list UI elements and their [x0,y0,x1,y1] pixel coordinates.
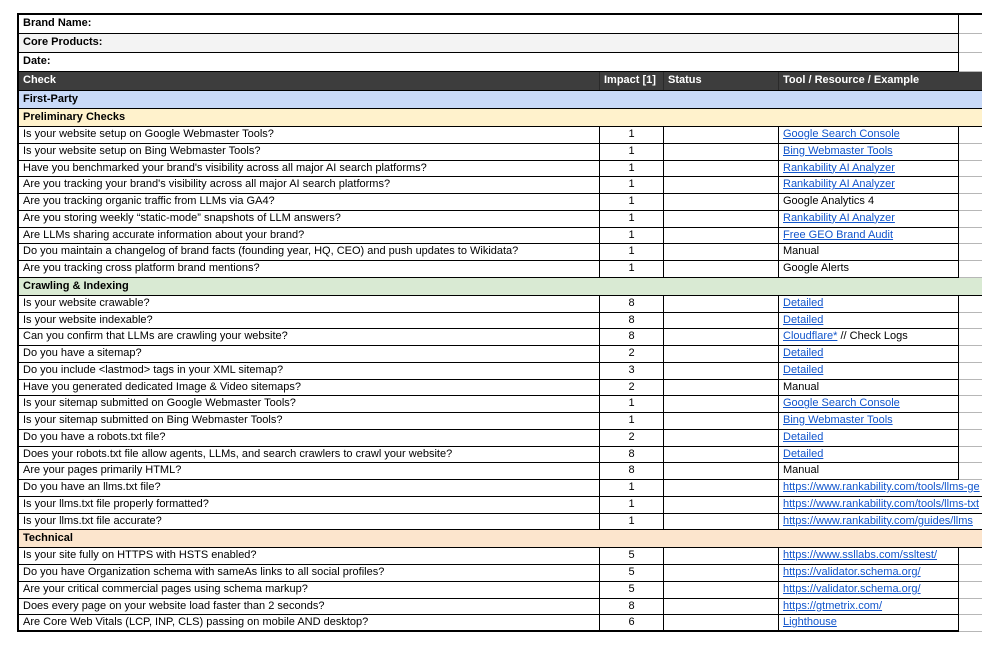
impact-cell: 8 [600,329,664,346]
status-cell[interactable] [664,615,779,632]
check-cell: Does your robots.txt file allow agents, LLMs, and search crawlers to crawl your website? [19,447,600,464]
tool-link[interactable]: https://www.rankability.com/tools/llms-ge [783,481,980,493]
impact-cell: 3 [600,363,664,380]
table-row [19,380,982,397]
status-cell[interactable] [664,177,779,194]
tool-cell [779,346,959,363]
section-title: Technical [23,532,73,545]
tool-cell [779,413,959,430]
tool-text: Google Alerts [783,262,850,274]
section-title: Crawling & Indexing [23,279,129,292]
tool-cell [779,447,959,464]
gridline-spacer [959,329,982,346]
check-cell: Is your sitemap submitted on Bing Webmaster Tools? [19,413,600,430]
table-row [19,144,982,161]
status-cell[interactable] [664,396,779,413]
check-cell: Are Core Web Vitals (LCP, INP, CLS) passing on mobile AND desktop? [19,615,600,632]
tool-cell [779,194,959,211]
status-cell[interactable] [664,480,779,497]
gridline-spacer [959,599,982,616]
table-row [19,244,982,261]
gridline-spacer [959,161,982,178]
table-row [19,127,982,144]
table-row [19,194,982,211]
tool-text: Manual [783,245,820,258]
section-title: First-Party [23,93,79,105]
tool-cell [779,548,959,565]
gridline-spacer [959,313,982,330]
status-cell[interactable] [664,514,779,531]
tool-cell [779,514,982,531]
check-cell: Does every page on your website load faster than 2 seconds? [19,599,600,616]
gridline-spacer [959,34,982,53]
core-products-label: Core Products: [19,34,959,53]
tool-cell [779,144,959,161]
tool-cell [779,497,982,514]
table-row [19,548,982,565]
table-row [19,177,982,194]
tool-link[interactable]: Detailed [783,430,824,443]
tool-link[interactable]: https://validator.schema.org/ [783,566,921,578]
check-cell: Do you maintain a changelog of brand facts (founding year, HQ, CEO) and push updates to Wikidata? [19,244,600,261]
tool-link[interactable]: https://www.ssllabs.com/ssltest/ [783,549,938,562]
tool-cell [779,161,959,178]
gridline-spacer [959,144,982,161]
status-cell[interactable] [664,211,779,228]
gridline-spacer [959,194,982,211]
gridline-spacer [959,228,982,245]
section-header-row [19,278,982,296]
tool-cell [779,363,959,380]
status-cell[interactable] [664,548,779,565]
tool-link[interactable]: Detailed [783,347,824,359]
tool-cell [779,430,959,447]
tool-cell [779,463,959,480]
tool-cell [779,329,959,346]
table-row [19,447,982,464]
tool-link[interactable]: Rankability AI Analyzer [783,211,895,224]
check-cell: Are you tracking your brand's visibility across all major AI search platforms? [19,177,600,194]
checklist-table [17,13,982,632]
tool-cell [779,244,959,261]
date-label: Date: [19,53,959,72]
impact-cell: 2 [600,380,664,397]
tool-cell [779,211,959,228]
gridline-spacer [959,380,982,397]
gridline-spacer [959,296,982,313]
info-row-date [19,53,982,72]
status-cell[interactable] [664,582,779,599]
impact-cell: 8 [600,599,664,616]
tool-cell [779,615,959,632]
status-cell[interactable] [664,329,779,346]
tool-link[interactable]: Detailed [783,363,824,376]
status-cell[interactable] [664,380,779,397]
gridline-spacer [959,447,982,464]
table-row [19,261,982,278]
table-row [19,313,982,330]
gridline-spacer [959,396,982,413]
table-row [19,413,982,430]
tool-cell [779,380,959,397]
check-cell: Do you have an llms.txt file? [19,480,600,497]
impact-cell: 5 [600,565,664,582]
check-cell: Do you have a robots.txt file? [19,430,600,447]
impact-cell: 8 [600,296,664,313]
table-row [19,363,982,380]
impact-cell: 8 [600,447,664,464]
tool-cell [779,261,959,278]
tool-text: Manual [783,464,820,477]
impact-cell: 1 [600,161,664,178]
header-impact: Impact [1] [600,72,664,90]
check-cell: Are you tracking organic traffic from LLMs via GA4? [19,194,600,211]
gridline-spacer [959,413,982,430]
table-body [19,91,982,632]
tool-link[interactable]: Google Search Console [783,128,900,140]
gridline-spacer [959,127,982,144]
table-row [19,480,982,497]
check-cell: Is your website crawable? [19,296,600,313]
tool-cell [779,296,959,313]
impact-cell: 5 [600,548,664,565]
tool-cell [779,396,959,413]
table-header-row [19,72,982,91]
gridline-spacer [959,565,982,582]
gridline-spacer [959,15,982,34]
status-cell[interactable] [664,127,779,144]
impact-cell: 1 [600,194,664,211]
check-cell: Are your pages primarily HTML? [19,463,600,480]
gridline-spacer [959,346,982,363]
impact-cell: 1 [600,480,664,497]
impact-cell: 1 [600,514,664,531]
check-cell: Have you generated dedicated Image & Video sitemaps? [19,380,600,397]
tool-cell [779,228,959,245]
table-row [19,430,982,447]
status-cell[interactable] [664,447,779,464]
impact-cell: 8 [600,313,664,330]
tool-cell [779,582,959,599]
check-cell: Are you storing weekly “static-mode” snapshots of LLM answers? [19,211,600,228]
table-row [19,396,982,413]
status-cell[interactable] [664,313,779,330]
check-cell: Is your website setup on Google Webmaster Tools? [19,127,600,144]
table-row [19,463,982,480]
check-cell: Is your sitemap submitted on Google Webmaster Tools? [19,396,600,413]
gridline-spacer [959,582,982,599]
impact-cell: 1 [600,211,664,228]
tool-link[interactable]: Detailed [783,313,824,326]
tool-link[interactable]: Cloudflare* [783,330,838,343]
status-cell[interactable] [664,144,779,161]
tool-link[interactable]: Rankability AI Analyzer [783,178,895,191]
table-row [19,615,982,632]
tool-link[interactable]: https://validator.schema.org/ [783,582,921,595]
status-cell[interactable] [664,296,779,313]
status-cell[interactable] [664,430,779,447]
impact-cell: 1 [600,396,664,413]
status-cell[interactable] [664,194,779,211]
section-title: Preliminary Checks [23,111,126,123]
impact-cell: 1 [600,413,664,430]
status-cell[interactable] [664,599,779,616]
header-check: Check [19,72,600,90]
impact-cell: 6 [600,615,664,632]
impact-cell: 8 [600,463,664,480]
section-header-row [19,91,982,109]
check-cell: Is your website indexable? [19,313,600,330]
status-cell[interactable] [664,346,779,363]
check-cell: Is your site fully on HTTPS with HSTS enabled? [19,548,600,565]
check-cell: Can you confirm that LLMs are crawling your website? [19,329,600,346]
info-row-core-products [19,34,982,53]
check-cell: Do you have a sitemap? [19,346,600,363]
impact-cell: 1 [600,497,664,514]
impact-cell: 1 [600,144,664,161]
tool-link[interactable]: Detailed [783,447,824,460]
table-row [19,161,982,178]
section-header-row [19,109,982,127]
check-cell: Is your llms.txt file properly formatted? [19,497,600,514]
table-row [19,514,982,531]
tool-link[interactable]: https://gtmetrix.com/ [783,599,883,612]
check-cell: Are LLMs sharing accurate information about your brand? [19,228,600,245]
tool-link[interactable]: Rankability AI Analyzer [783,161,895,174]
gridline-spacer [959,363,982,380]
status-cell[interactable] [664,413,779,430]
tool-cell [779,127,959,144]
check-cell: Are you tracking cross platform brand mentions? [19,261,600,278]
header-tool: Tool / Resource / Example [783,74,920,86]
table-row [19,565,982,582]
table-row [19,329,982,346]
tool-link[interactable]: https://www.rankability.com/tools/llms-txt [783,497,980,510]
status-cell[interactable] [664,463,779,480]
gridline-spacer [959,211,982,228]
tool-cell [779,177,959,194]
gridline-spacer [959,244,982,261]
tool-link[interactable]: Lighthouse [783,616,837,629]
header-status: Status [664,72,779,90]
tool-cell [779,480,982,497]
brand-name-label: Brand Name: [19,15,959,34]
gridline-spacer [959,53,982,72]
tool-cell [779,599,959,616]
tool-text: Google Analytics 4 [783,195,875,207]
tool-link[interactable]: Free GEO Brand Audit [783,228,894,241]
table-row [19,582,982,599]
table-row [19,497,982,514]
tool-link[interactable]: Bing Webmaster Tools [783,144,893,157]
section-header-row [19,530,982,548]
tool-cell [779,565,959,582]
gridline-spacer [959,548,982,565]
check-cell: Is your llms.txt file accurate? [19,514,600,531]
impact-cell: 5 [600,582,664,599]
impact-cell: 1 [600,244,664,261]
impact-cell: 1 [600,228,664,245]
tool-link[interactable]: Bing Webmaster Tools [783,414,893,426]
check-cell: Are your critical commercial pages using schema markup? [19,582,600,599]
tool-link[interactable]: Google Search Console [783,397,900,410]
status-cell[interactable] [664,497,779,514]
table-row [19,599,982,616]
check-cell: Have you benchmarked your brand's visibility across all major AI search platforms? [19,161,600,178]
impact-cell: 2 [600,346,664,363]
tool-cell [779,313,959,330]
status-cell[interactable] [664,228,779,245]
tool-link[interactable]: https://www.rankability.com/guides/llms [783,514,973,527]
gridline-spacer [959,177,982,194]
gridline-spacer [959,463,982,480]
impact-cell: 1 [600,177,664,194]
status-cell[interactable] [664,565,779,582]
impact-cell: 2 [600,430,664,447]
gridline-spacer [959,430,982,447]
gridline-spacer [959,615,982,632]
check-cell: Is your website setup on Bing Webmaster Tools? [19,144,600,161]
table-row [19,211,982,228]
tool-text: Manual [783,380,820,393]
impact-cell: 1 [600,261,664,278]
table-row [19,296,982,313]
gridline-spacer [959,261,982,278]
check-cell: Do you include <lastmod> tags in your XML sitemap? [19,363,600,380]
tool-text-suffix: // Check Logs [837,330,908,343]
tool-link[interactable]: Detailed [783,296,824,309]
status-cell[interactable] [664,244,779,261]
info-row-brand-name [19,15,982,34]
status-cell[interactable] [664,363,779,380]
table-row [19,228,982,245]
status-cell[interactable] [664,161,779,178]
check-cell: Do you have Organization schema with sameAs links to all social profiles? [19,565,600,582]
impact-cell: 1 [600,127,664,144]
table-row [19,346,982,363]
status-cell[interactable] [664,261,779,278]
